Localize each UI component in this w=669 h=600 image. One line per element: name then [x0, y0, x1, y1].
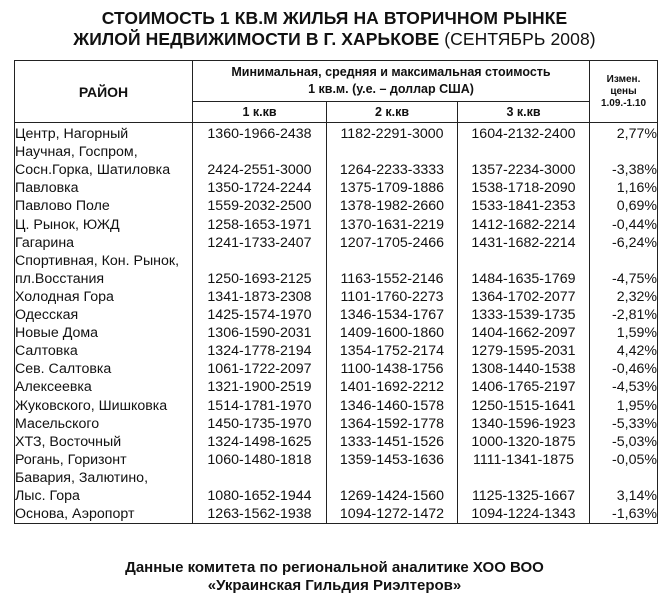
price-header-line-2: 1 кв.м. (у.е. – доллар США): [308, 82, 474, 96]
price-2-room: 1100-1438-1756: [327, 360, 458, 378]
price-2-room: 1364-1592-1778: [327, 415, 458, 433]
price-2-room: [327, 252, 458, 270]
price-3-room: 1431-1682-2214: [458, 234, 590, 252]
price-2-room: [327, 143, 458, 161]
price-3-room: 1533-1841-2353: [458, 197, 590, 215]
price-1-room: 1263-1562-1938: [193, 505, 327, 524]
table-row: [15, 451, 658, 469]
change-header-line-2: цены: [610, 85, 637, 97]
district-name: Одесская: [15, 306, 193, 324]
price-2-room: 1207-1705-2466: [327, 234, 458, 252]
price-1-room: 1061-1722-2097: [193, 360, 327, 378]
price-2-room: 1333-1451-1526: [327, 433, 458, 451]
district-name: Жуковского, Шишковка: [15, 396, 193, 414]
price-change: -0,05%: [590, 451, 658, 469]
price-1-room: 1080-1652-1944: [193, 487, 327, 505]
price-1-room: 1341-1873-2308: [193, 288, 327, 306]
price-2-room: 1163-1552-2146: [327, 270, 458, 288]
district-name: Центр, Нагорный: [15, 123, 193, 144]
price-change: 2,32%: [590, 288, 658, 306]
col-3-room-header: 3 к.кв: [458, 102, 590, 123]
title-period: (СЕНТЯБРЬ 2008): [444, 29, 596, 49]
table-row: [15, 197, 658, 215]
price-change-header: [590, 61, 658, 123]
price-change: [590, 252, 658, 270]
price-change: [590, 469, 658, 487]
price-change: 0,69%: [590, 197, 658, 215]
price-3-room: 1111-1341-1875: [458, 451, 590, 469]
table-row: [15, 143, 658, 161]
price-change: 4,42%: [590, 342, 658, 360]
price-1-room: [193, 469, 327, 487]
price-3-room: 1357-2234-3000: [458, 161, 590, 179]
table-row: [15, 360, 658, 378]
price-change: -0,46%: [590, 360, 658, 378]
price-2-room: 1378-1982-2660: [327, 197, 458, 215]
price-3-room: 1250-1515-1641: [458, 396, 590, 414]
price-1-room: 1360-1966-2438: [193, 123, 327, 144]
price-1-room: [193, 143, 327, 161]
price-table: [14, 60, 658, 524]
table-row: [15, 270, 658, 288]
col-2-room-header: 2 к.кв: [327, 102, 458, 123]
price-header-line-1: Минимальная, средняя и максимальная стоимость: [231, 65, 551, 79]
table-row: [15, 234, 658, 252]
source-footer: [0, 559, 669, 595]
district-name: Салтовка: [15, 342, 193, 360]
price-change: -4,53%: [590, 378, 658, 396]
table-row: [15, 378, 658, 396]
table-row: [15, 505, 658, 524]
price-2-room: 1359-1453-1636: [327, 451, 458, 469]
table-row: [15, 179, 658, 197]
district-name: Гагарина: [15, 234, 193, 252]
table-row: [15, 469, 658, 487]
price-3-room: [458, 143, 590, 161]
price-change: -2,81%: [590, 306, 658, 324]
price-2-room: 1101-1760-2273: [327, 288, 458, 306]
title-line-2: [0, 29, 669, 50]
table-row: [15, 306, 658, 324]
table-row: [15, 433, 658, 451]
price-3-room: 1333-1539-1735: [458, 306, 590, 324]
price-3-room: 1340-1596-1923: [458, 415, 590, 433]
price-3-room: 1404-1662-2097: [458, 324, 590, 342]
price-3-room: 1538-1718-2090: [458, 179, 590, 197]
table-row: [15, 161, 658, 179]
district-name: пл.Восстания: [15, 270, 193, 288]
district-name: Сосн.Горка, Шатиловка: [15, 161, 193, 179]
price-change: -6,24%: [590, 234, 658, 252]
price-3-room: [458, 252, 590, 270]
price-change: 3,14%: [590, 487, 658, 505]
price-2-room: 1264-2233-3333: [327, 161, 458, 179]
price-change: -3,38%: [590, 161, 658, 179]
change-header-line-3: 1.09.-1.10: [600, 97, 647, 109]
document-title: [0, 0, 669, 50]
price-1-room: 2424-2551-3000: [193, 161, 327, 179]
price-1-room: 1425-1574-1970: [193, 306, 327, 324]
district-name: Спортивная, Кон. Рынок,: [15, 252, 193, 270]
district-name: Научная, Госпром,: [15, 143, 193, 161]
table-row: [15, 252, 658, 270]
district-name: Рогань, Горизонт: [15, 451, 193, 469]
district-name: Павлово Поле: [15, 197, 193, 215]
price-change: -5,33%: [590, 415, 658, 433]
change-header-line-1: Измен.: [606, 73, 641, 85]
price-3-room: 1308-1440-1538: [458, 360, 590, 378]
price-1-room: 1250-1693-2125: [193, 270, 327, 288]
price-2-room: 1094-1272-1472: [327, 505, 458, 524]
price-3-room: 1412-1682-2214: [458, 215, 590, 233]
price-1-room: 1514-1781-1970: [193, 396, 327, 414]
price-3-room: [458, 469, 590, 487]
price-3-room: 1094-1224-1343: [458, 505, 590, 524]
table-header-row: [15, 61, 658, 102]
price-1-room: 1060-1480-1818: [193, 451, 327, 469]
price-2-room: 1354-1752-2174: [327, 342, 458, 360]
price-change: 1,95%: [590, 396, 658, 414]
price-2-room: 1182-2291-3000: [327, 123, 458, 144]
price-3-room: 1406-1765-2197: [458, 378, 590, 396]
price-1-room: 1258-1653-1971: [193, 215, 327, 233]
district-name: Основа, Аэропорт: [15, 505, 193, 524]
price-change: 1,59%: [590, 324, 658, 342]
price-3-room: 1000-1320-1875: [458, 433, 590, 451]
price-2-room: 1370-1631-2219: [327, 215, 458, 233]
price-change: -0,44%: [590, 215, 658, 233]
district-name: Новые Дома: [15, 324, 193, 342]
price-3-room: 1125-1325-1667: [458, 487, 590, 505]
table-row: [15, 396, 658, 414]
price-2-room: 1409-1600-1860: [327, 324, 458, 342]
price-change: [590, 143, 658, 161]
price-1-room: [193, 252, 327, 270]
district-header: РАЙОН: [15, 61, 193, 123]
col-1-room-header: 1 к.кв: [193, 102, 327, 123]
price-change: -4,75%: [590, 270, 658, 288]
title-line-1: СТОИМОСТЬ 1 КВ.М ЖИЛЬЯ НА ВТОРИЧНОМ РЫНКЕ: [101, 8, 568, 28]
price-2-room: 1346-1534-1767: [327, 306, 458, 324]
price-1-room: 1559-2032-2500: [193, 197, 327, 215]
district-name: Алексеевка: [15, 378, 193, 396]
table-row: [15, 215, 658, 233]
price-3-room: 1364-1702-2077: [458, 288, 590, 306]
price-3-room: 1604-2132-2400: [458, 123, 590, 144]
price-2-room: 1269-1424-1560: [327, 487, 458, 505]
price-1-room: 1324-1778-2194: [193, 342, 327, 360]
price-change: 2,77%: [590, 123, 658, 144]
price-1-room: 1350-1724-2244: [193, 179, 327, 197]
district-name: Павловка: [15, 179, 193, 197]
price-2-room: 1401-1692-2212: [327, 378, 458, 396]
table-row: [15, 123, 658, 144]
price-change: -5,03%: [590, 433, 658, 451]
district-name: Лыс. Гора: [15, 487, 193, 505]
price-change: 1,16%: [590, 179, 658, 197]
table-row: [15, 487, 658, 505]
district-name: Ц. Рынок, ЮЖД: [15, 215, 193, 233]
table-row: [15, 324, 658, 342]
footer-line-2: «Украинская Гильдия Риэлтеров»: [207, 577, 462, 594]
table-row: [15, 288, 658, 306]
price-2-room: 1346-1460-1578: [327, 396, 458, 414]
price-3-room: 1279-1595-2031: [458, 342, 590, 360]
district-name: Бавария, Залютино,: [15, 469, 193, 487]
district-name: Масельского: [15, 415, 193, 433]
price-2-room: [327, 469, 458, 487]
title-line-2-bold: ЖИЛОЙ НЕДВИЖИМОСТИ В Г. ХАРЬКОВЕ: [73, 29, 440, 49]
table-row: [15, 342, 658, 360]
footer-line-1: Данные комитета по региональной аналитике ХОО ВОО: [125, 559, 544, 576]
price-1-room: 1241-1733-2407: [193, 234, 327, 252]
price-1-room: 1450-1735-1970: [193, 415, 327, 433]
price-change: -1,63%: [590, 505, 658, 524]
table-row: [15, 415, 658, 433]
price-3-room: 1484-1635-1769: [458, 270, 590, 288]
price-2-room: 1375-1709-1886: [327, 179, 458, 197]
district-name: Сев. Салтовка: [15, 360, 193, 378]
price-group-header: [193, 61, 590, 102]
price-1-room: 1321-1900-2519: [193, 378, 327, 396]
district-name: ХТЗ, Восточный: [15, 433, 193, 451]
price-1-room: 1324-1498-1625: [193, 433, 327, 451]
district-name: Холодная Гора: [15, 288, 193, 306]
price-1-room: 1306-1590-2031: [193, 324, 327, 342]
